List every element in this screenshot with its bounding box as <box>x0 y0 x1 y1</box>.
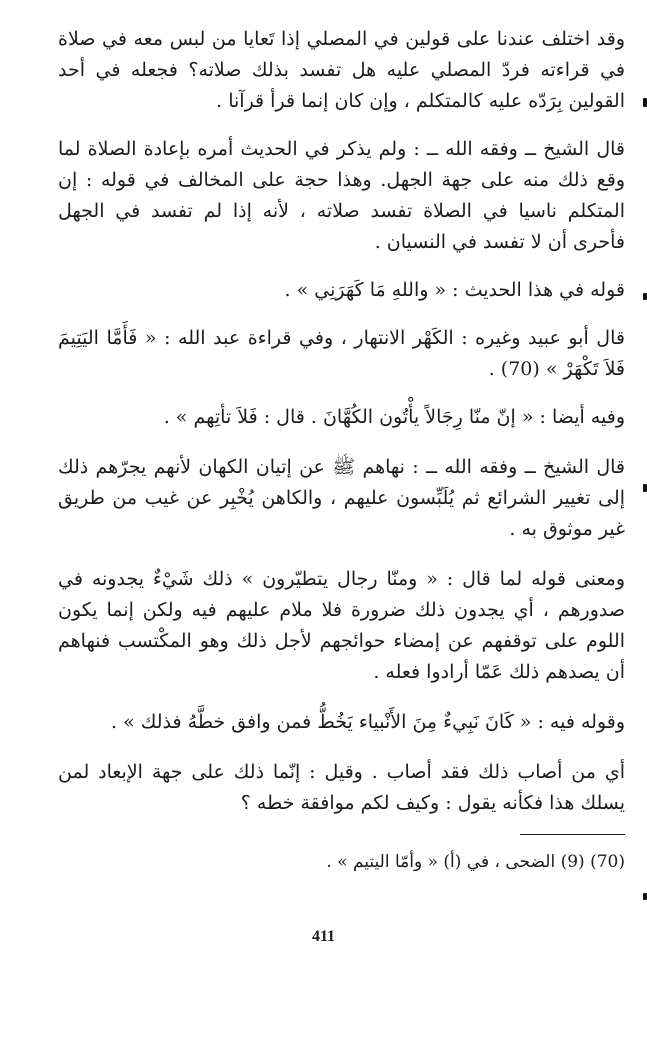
margin-mark <box>643 98 647 107</box>
margin-mark <box>643 293 647 300</box>
paragraph-6: قال الشيخ ــ وفقه الله ــ : نهاهم ﷺ عن إتيان الكهان لأنهم يجرّهم ذلك إلى تغيير الشرائع ثم يُلَبِّسون عليهم ، والكاهن يُخْبِر عن غيب من طريق غير موثوق به . <box>58 456 625 540</box>
paragraph-2: قال الشيخ ــ وفقه الله ــ : ولم يذكر في الحديث أمره بإعادة الصلاة لما وقع ذلك منه على جهة الجهل. وهذا حجة على المخالف في قوله : إن المتكلم ناسيا في الصلاة تفسد صلاته ، لأنه إذا لم تفسد في الجهل فأحرى أن لا تفسد في النسيان . <box>58 138 625 253</box>
paragraph-8: وقوله فيه : « كَانَ نَبِيءٌ مِنَ الأَنْبياء يَخُطُّ فمن وافق خطَّهُ فذلك » . <box>111 711 625 733</box>
page-number: 411 <box>311 928 336 945</box>
margin-mark <box>643 893 647 900</box>
paragraph-7: ومعنى قوله لما قال : « ومنّا رجال يتطيّرون » ذلك شَيْءٌ يجدونه في صدورهم ، أي يجدون ذلك ضرورة فلا ملام عليهم فيه ولكن إنما يكون اللوم على توقفهم عن إمضاء حوائجهم لأجل ذلك وهو المكْتسب فنهاهم أن يصدهم ذلك عَمّا أرادوا فعله . <box>58 568 625 683</box>
footnote: (70) (9) الضحى ، في (أ) « وأمّا اليتيم » . <box>326 852 625 872</box>
margin-mark <box>643 484 647 492</box>
footnote-divider <box>520 834 625 835</box>
paragraph-3: قوله في هذا الحديث : « واللهِ مَا كَهَرَنِي » . <box>284 279 625 301</box>
paragraph-1: وقد اختلف عندنا على قولين في المصلي إذا تَعايا من لبس معه في صلاة في قراءته فردّ المصلي عليه هل تفسد بذلك صلاته؟ فجعله في أحد القولين بِرَدّه عليه كالمتكلم ، وإن كان إنما قرأ قرآنا . <box>58 28 625 112</box>
paragraph-4: قال أبو عبيد وغيره : الكَهْر الانتهار ، وفي قراءة عبد الله : « فَأَمَّا اليَتِيمَ فَلاَ تَكْهَرْ » (70) . <box>58 327 625 380</box>
paragraph-9: أي من أصاب ذلك فقد أصاب . وقيل : إنّما ذلك على جهة الإبعاد لمن يسلك هذا فكأنه يقول : وكيف لكم موافقة خطه ؟ <box>58 761 625 814</box>
main-text <box>58 24 625 819</box>
paragraph-5: وفيه أيضا : « إنّ منّا رِجَالاً يأْتُون الكُهَّانَ . قال : فَلاَ تأتِهم » . <box>163 406 625 428</box>
